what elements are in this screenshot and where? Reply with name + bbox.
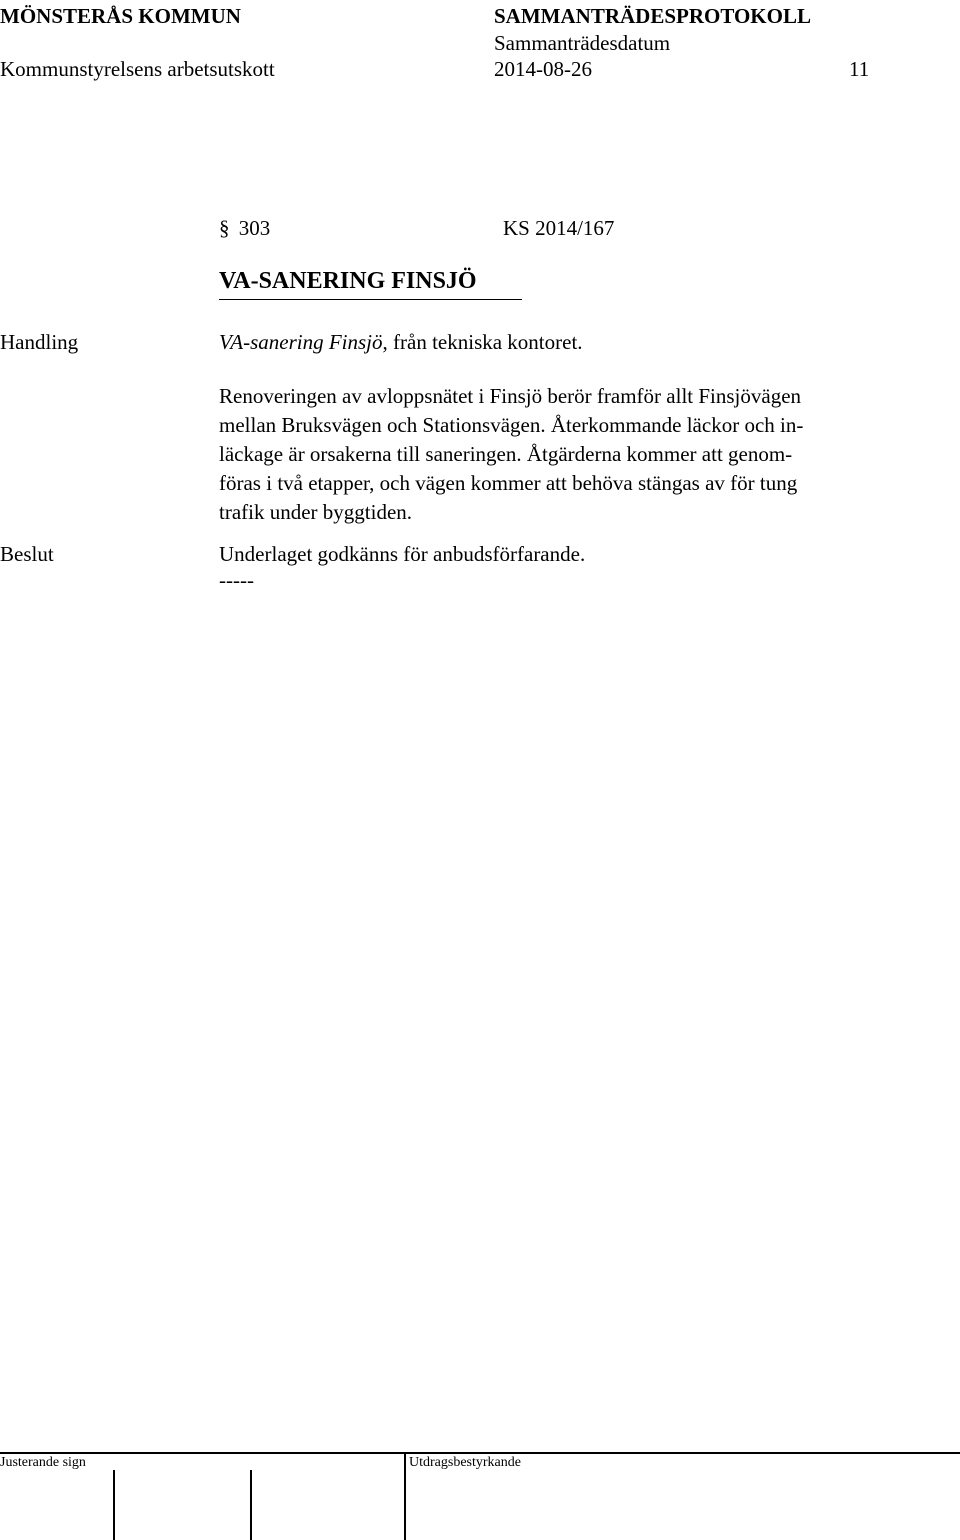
title-underline xyxy=(219,299,522,300)
signature-label: Justerande sign xyxy=(0,1455,86,1470)
protocol-title: SAMMANTRÄDESPROTOKOLL xyxy=(494,4,811,28)
end-marker: ----- xyxy=(219,568,254,592)
beslut-text: Underlaget godkänns för anbudsförfarande. xyxy=(219,542,586,566)
date-label: Sammanträdesdatum xyxy=(494,31,671,55)
item-number: 303 xyxy=(238,216,271,240)
excerpt-label: Utdragsbestyrkande xyxy=(409,1455,521,1470)
signature-box-divider xyxy=(250,1470,252,1540)
case-number: KS 2014/167 xyxy=(503,216,615,240)
committee-name: Kommunstyrelsens arbetsutskott xyxy=(0,57,275,81)
item-number-line xyxy=(219,216,270,241)
municipality-name: MÖNSTERÅS KOMMUN xyxy=(0,4,241,28)
meeting-date: 2014-08-26 xyxy=(494,57,592,81)
handling-label: Handling xyxy=(0,330,79,354)
beslut-label: Beslut xyxy=(0,542,54,566)
handling-document xyxy=(219,330,583,355)
item-title: VA-SANERING FINSJÖ xyxy=(219,268,477,294)
handling-paragraph: Renoveringen av avloppsnätet i Finsjö berör framför allt Finsjövägen mellan Bruksvägen och Stationsvägen. Återkommande läckor och in- läckage är orsakerna till saneringen. Åtgärderna kommer att genom- föras i två etapper, och vägen kommer att behöva stängas av för tung trafik under byggtiden. xyxy=(219,384,804,524)
handling-document-source: , från tekniska kontoret. xyxy=(382,330,583,354)
page-number: 11 xyxy=(849,57,870,81)
signature-box-divider xyxy=(113,1470,115,1540)
handling-document-title: VA-sanering Finsjö xyxy=(219,330,383,354)
signature-box-divider xyxy=(404,1454,406,1540)
section-symbol: § xyxy=(219,216,230,240)
footer-rule xyxy=(0,1452,960,1454)
